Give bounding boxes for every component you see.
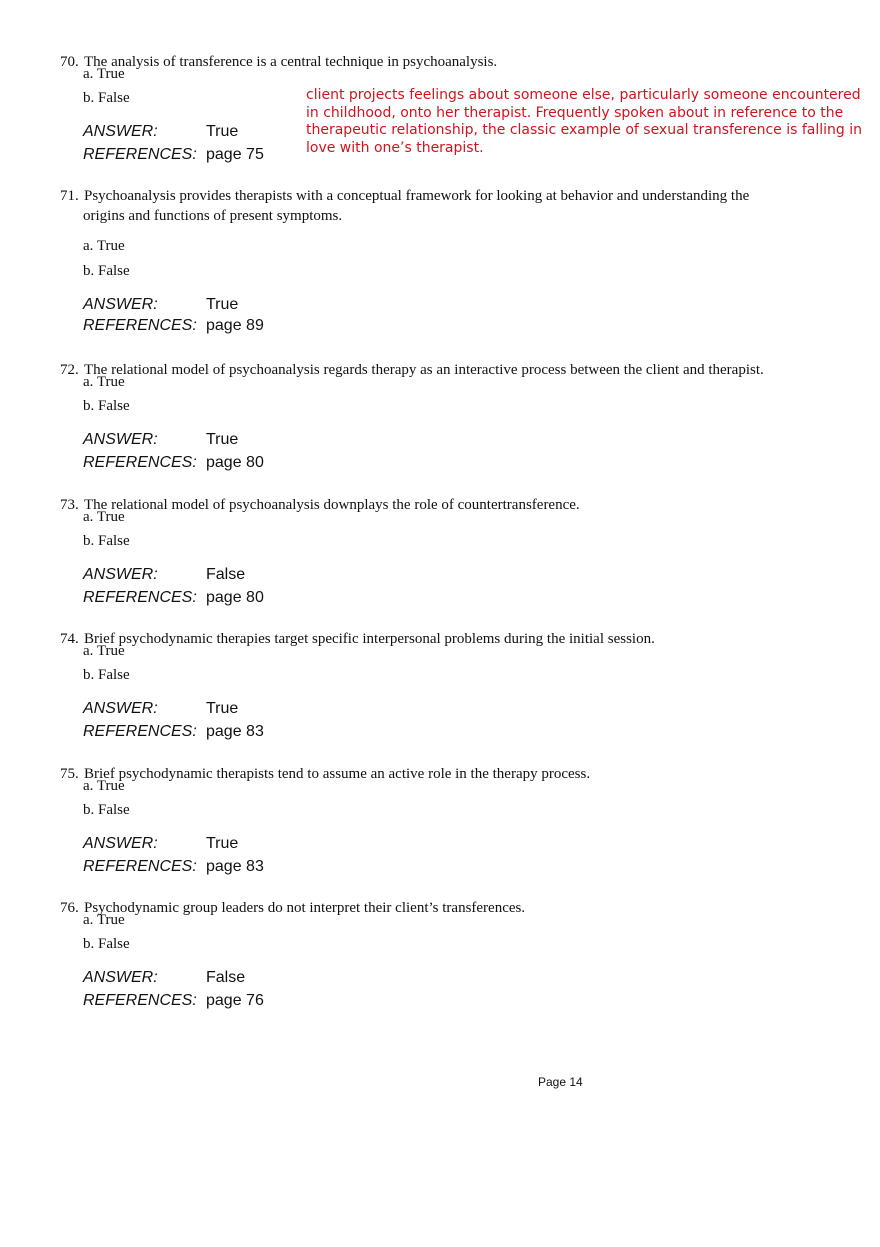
answer-value: True — [206, 700, 239, 717]
annotation-note: client projects feelings about someone else, particularly someone encountered in childhood, onto her therapist. Frequently spoken about in reference to the therapeutic relationship, the classic example of sexual transference is falling in love with one’s therapist. — [306, 87, 863, 156]
references-value: page 75 — [206, 146, 264, 163]
answer-value: False — [206, 969, 246, 986]
option-a: a. True — [83, 509, 125, 525]
question-number: 72. — [60, 362, 79, 378]
question-stem: The relational model of psychoanalysis regards therapy as an interactive process between the client and therapist. — [84, 362, 764, 378]
answer-label: ANSWER: — [83, 700, 158, 717]
page-number: Page 14 — [538, 1075, 583, 1089]
references-row — [83, 722, 264, 742]
answer-label: ANSWER: — [83, 835, 158, 852]
question-stem: Brief psychodynamic therapies target specific interpersonal problems during the initial session. — [84, 631, 655, 647]
option-b: b. False — [83, 90, 130, 106]
question-stem-continued: origins and functions of present symptoms. — [83, 208, 343, 224]
references-row — [83, 453, 264, 473]
option-a: a. True — [83, 66, 125, 82]
references-label: REFERENCES: — [83, 992, 197, 1009]
references-row — [83, 857, 264, 877]
references-label: REFERENCES: — [83, 858, 197, 875]
answer-row — [83, 968, 245, 988]
option-b: b. False — [83, 667, 130, 683]
references-label: REFERENCES: — [83, 317, 197, 334]
references-row — [83, 316, 264, 336]
references-value: page 83 — [206, 858, 264, 875]
question-stem: Psychoanalysis provides therapists with a conceptual framework for looking at behavior and understanding the — [84, 188, 750, 204]
answer-row — [83, 834, 238, 854]
question-text — [60, 186, 800, 226]
references-value: page 76 — [206, 992, 264, 1009]
option-a: a. True — [83, 374, 125, 390]
references-value: page 83 — [206, 723, 264, 740]
question-number: 75. — [60, 766, 79, 782]
references-label: REFERENCES: — [83, 454, 197, 471]
option-b: b. False — [83, 263, 130, 279]
option-b: b. False — [83, 802, 130, 818]
answer-value: True — [206, 431, 239, 448]
option-a: a. True — [83, 643, 125, 659]
question-stem: The analysis of transference is a central technique in psychoanalysis. — [84, 54, 498, 70]
answer-value: True — [206, 123, 239, 140]
answer-label: ANSWER: — [83, 123, 158, 140]
question-number: 76. — [60, 900, 79, 916]
question-text — [60, 764, 800, 784]
references-value: page 80 — [206, 589, 264, 606]
option-b: b. False — [83, 533, 130, 549]
question-number: 73. — [60, 497, 79, 513]
question-text — [60, 52, 800, 72]
references-label: REFERENCES: — [83, 146, 197, 163]
question-stem: The relational model of psychoanalysis downplays the role of countertransference. — [84, 497, 580, 513]
answer-row — [83, 122, 238, 142]
references-row — [83, 588, 264, 608]
question-text — [60, 898, 800, 918]
option-b: b. False — [83, 936, 130, 952]
answer-row — [83, 295, 238, 315]
question-text — [60, 360, 800, 380]
answer-row — [83, 430, 238, 450]
question-number: 71. — [60, 188, 79, 204]
answer-label: ANSWER: — [83, 969, 158, 986]
answer-value: True — [206, 296, 239, 313]
option-a: a. True — [83, 912, 125, 928]
option-a: a. True — [83, 238, 125, 254]
question-stem: Psychodynamic group leaders do not interpret their client’s transferences. — [84, 900, 526, 916]
option-b: b. False — [83, 398, 130, 414]
answer-label: ANSWER: — [83, 431, 158, 448]
question-stem: Brief psychodynamic therapists tend to assume an active role in the therapy process. — [84, 766, 591, 782]
references-row — [83, 991, 264, 1011]
references-label: REFERENCES: — [83, 589, 197, 606]
answer-row — [83, 699, 238, 719]
references-label: REFERENCES: — [83, 723, 197, 740]
answer-row — [83, 565, 245, 585]
answer-label: ANSWER: — [83, 566, 158, 583]
question-number: 70. — [60, 54, 79, 70]
answer-value: True — [206, 835, 239, 852]
answer-value: False — [206, 566, 246, 583]
question-number: 74. — [60, 631, 79, 647]
question-text — [60, 629, 800, 649]
question-text — [60, 495, 800, 515]
answer-label: ANSWER: — [83, 296, 158, 313]
references-value: page 80 — [206, 454, 264, 471]
references-row — [83, 145, 264, 165]
option-a: a. True — [83, 778, 125, 794]
references-value: page 89 — [206, 317, 264, 334]
